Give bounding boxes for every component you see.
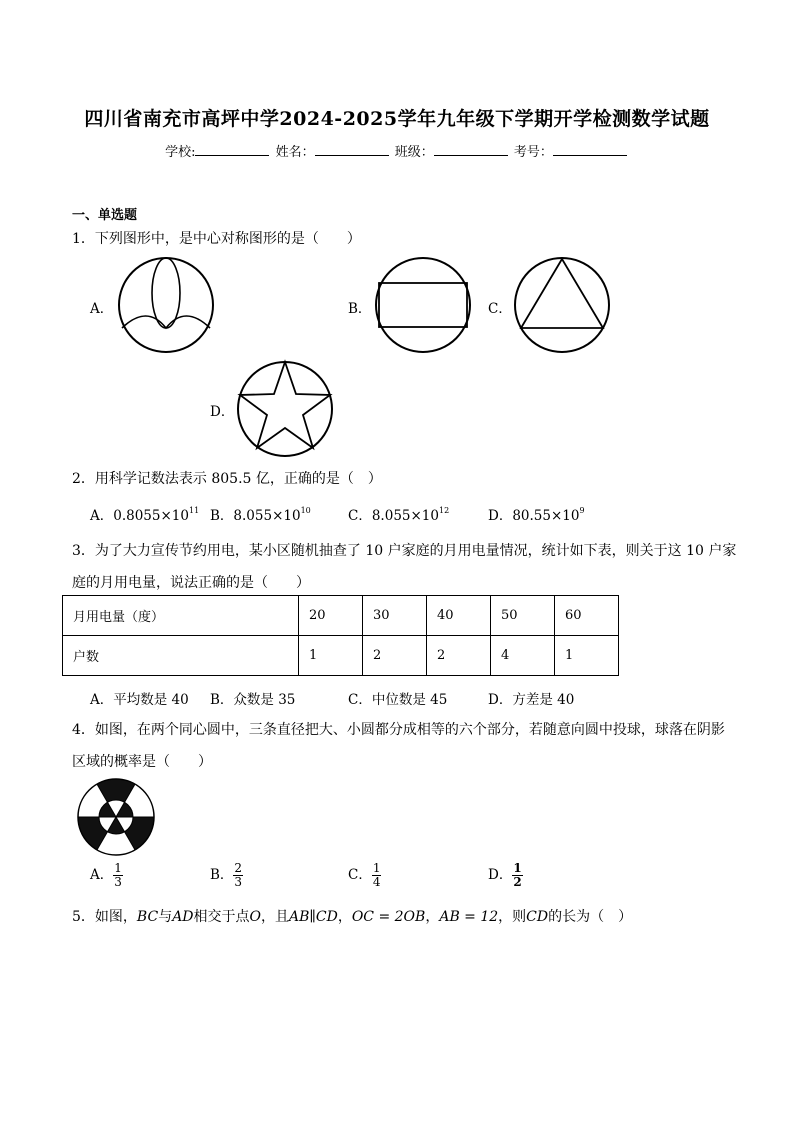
q3-option-b: B．众数是 35 [210,692,296,708]
q1-option-c-label: C． [488,301,512,317]
q4-option-a: A． $\frac{1}{3}$ [90,861,122,889]
table-cell: 2 [427,636,491,676]
question-4-text-line2: 区域的概率是（ ） [72,754,212,770]
exam-number-blank [553,143,627,156]
table-cell: 1 [299,636,363,676]
table-cell: 2 [363,636,427,676]
q1-figure-a [117,256,215,354]
page-title: 四川省南充市高坪中学2024-2025学年九年级下学期开学检测数学试题 [84,108,710,130]
table-cell: 30 [363,596,427,636]
school-label: 学校: [165,145,196,160]
exam-number-label: 考号： [513,145,553,160]
section-title: 一、单选题 [72,208,138,223]
school-blank [195,143,269,156]
q4-option-c: C． $\frac{1}{4}$ [348,861,381,889]
question-3-text-line2: 庭的月用电量，说法正确的是（ ） [72,575,310,591]
q3-option-c: C．中位数是 45 [348,692,448,708]
question-3-text-line1: 3．为了大力宣传节约用电，某小区随机抽查了 10 户家庭的月用电量情况，统计如下表，则关于这 10 户家 [72,543,737,559]
q1-figure-c [513,256,611,354]
q4-concentric-circles-figure [76,777,156,857]
q2-option-a: A．$0.8055\times 10^{11}$ [90,506,200,524]
question-5-text: 5．如图，BC与AD相交于点O，且AB∥CD，OC = 2OB，AB = 12，则CD的长为（ ） [72,909,633,925]
q4-option-d: D． $\frac{1}{2}$ [488,861,522,889]
class-label: 班级： [394,145,434,160]
student-info-line [0,141,794,160]
table-header-cell: 月用电量（度） [63,596,299,636]
q2-option-b: B．$8.055\times 10^{10}$ [210,506,311,524]
table-row [63,636,619,676]
question-4-text-line1: 4．如图，在两个同心圆中，三条直径把大、小圆都分成相等的六个部分，若随意向圆中投球，球落在阴影 [72,722,725,738]
electricity-table [62,595,619,676]
q3-option-d: D．方差是 40 [488,692,575,708]
q3-option-a: A．平均数是 40 [90,692,189,708]
q2-option-c: C．$8.055\times 10^{12}$ [348,506,450,524]
question-2-text: 2．用科学记数法表示 805.5 亿，正确的是（ ） [72,471,382,487]
q1-figure-d [236,360,334,458]
q4-option-b: B． $\frac{2}{3}$ [210,861,243,889]
q2-option-d: D．$80.55\times 10^9$ [488,506,585,524]
table-cell: 4 [491,636,555,676]
table-cell: 20 [299,596,363,636]
table-row [63,596,619,636]
table-cell: 50 [491,596,555,636]
table-cell: 1 [555,636,619,676]
q1-option-d-label: D． [210,404,235,420]
class-blank [434,143,508,156]
table-header-cell: 户数 [63,636,299,676]
table-cell: 60 [555,596,619,636]
question-1-text: 1．下列图形中，是中心对称图形的是（ ） [72,231,361,247]
name-label: 姓名： [275,145,315,160]
table-cell: 40 [427,596,491,636]
q1-option-a-label: A． [90,301,114,317]
q1-figure-b [374,256,472,354]
name-blank [315,143,389,156]
q1-option-b-label: B． [348,301,372,317]
